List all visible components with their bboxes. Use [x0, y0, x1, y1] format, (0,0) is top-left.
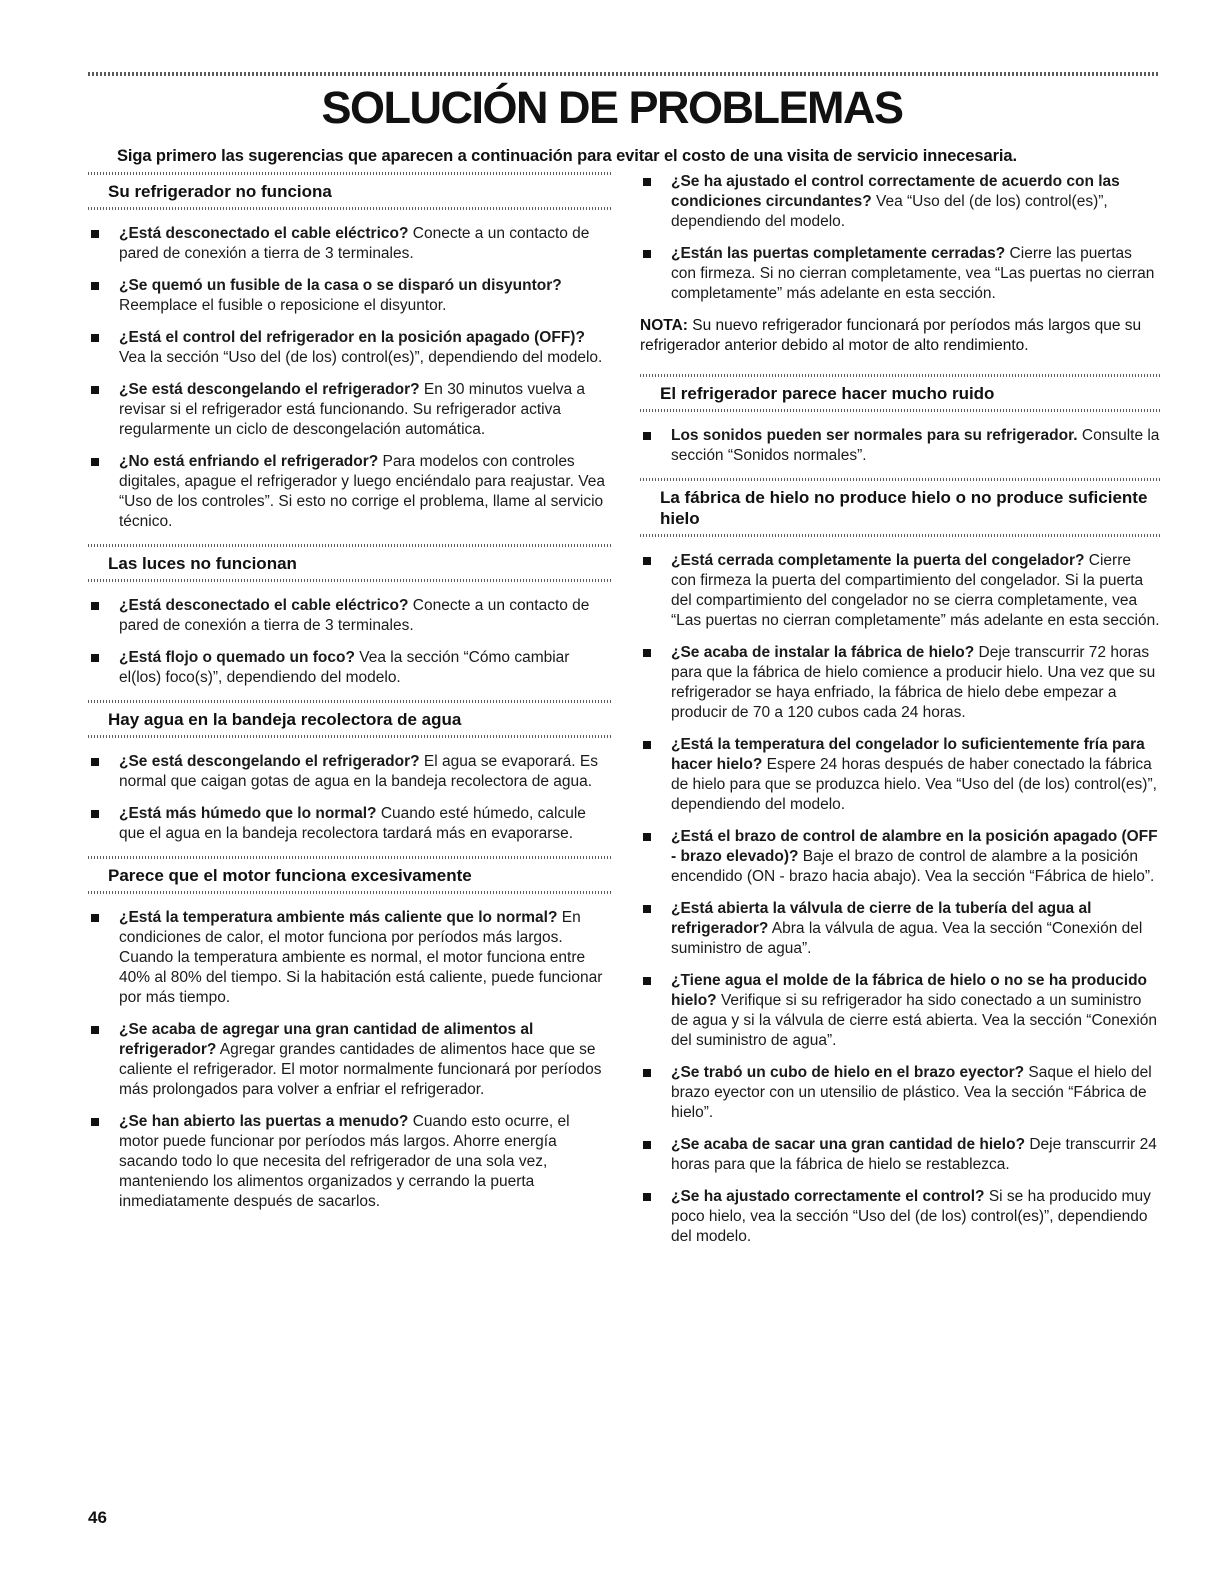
item-list	[88, 224, 612, 532]
list-item	[88, 648, 612, 688]
square-bullet-icon	[91, 282, 99, 290]
item-answer: Consulte la sección “Sonidos normales”.	[671, 427, 1160, 464]
item-list	[640, 551, 1160, 1247]
item-question: ¿Está más húmedo que lo normal?	[119, 805, 377, 822]
section-heading: Las luces no funcionan	[108, 554, 297, 573]
item-question: ¿Se acaba de agregar una gran cantidad de alimentos al refrigerador?	[119, 1021, 534, 1058]
section-ice-maker-not-producing	[640, 478, 1160, 1247]
section-rule	[88, 207, 612, 210]
list-item	[88, 908, 612, 1008]
list-item	[640, 735, 1160, 815]
item-question: ¿No está enfriando el refrigerador?	[119, 453, 379, 470]
square-bullet-icon	[91, 914, 99, 922]
section-rule	[88, 735, 612, 738]
item-question: ¿Está el control del refrigerador en la posición apagado (OFF)?	[119, 329, 585, 346]
item-answer: Cierre las puertas con firmeza. Si no cierran completamente, vea “Las puertas no cierran completamente” más adelante en esta sección.	[671, 245, 1155, 302]
list-item	[640, 1063, 1160, 1123]
top-dotted-rule	[88, 72, 1160, 76]
item-answer: Reemplace el fusible o reposicione el disyuntor.	[119, 297, 447, 314]
list-item	[640, 172, 1160, 232]
item-question: ¿Está desconectado el cable eléctrico?	[119, 597, 409, 614]
section-heading: Su refrigerador no funciona	[108, 182, 332, 201]
item-question: ¿Tiene agua el molde de la fábrica de hielo o no se ha producido hielo?	[671, 972, 1148, 1009]
item-question: ¿Se acaba de sacar una gran cantidad de hielo?	[671, 1136, 1026, 1153]
list-item	[88, 804, 612, 844]
item-question: ¿Están las puertas completamente cerradas?	[671, 245, 1006, 262]
page-title: SOLUCIÓN DE PROBLEMAS	[321, 82, 903, 133]
list-item	[88, 380, 612, 440]
section-heading: Hay agua en la bandeja recolectora de agua	[108, 710, 462, 729]
list-item	[88, 276, 612, 316]
section-rule	[88, 700, 612, 703]
item-answer: Cuando esto ocurre, el motor puede funcionar por períodos más largos. Ahorre energía sacando todo lo que necesita del refrigerador de una sola vez, manteniendo los alimentos organizados y cerrando la puerta inmediatamente después de sacarlos.	[119, 1113, 570, 1210]
item-question: ¿Se quemó un fusible de la casa o se disparó un disyuntor?	[119, 277, 562, 294]
list-item	[88, 224, 612, 264]
item-answer: El agua se evaporará. Es normal que caigan gotas de agua en la bandeja recolectora de agua.	[119, 753, 598, 790]
square-bullet-icon	[643, 1193, 651, 1201]
section-rule	[88, 544, 612, 547]
item-answer: Abra la válvula de agua. Vea la sección “Conexión del suministro de agua”.	[671, 920, 1143, 957]
section-water-in-drip-pan	[88, 700, 612, 844]
item-question: ¿Se han abierto las puertas a menudo?	[119, 1113, 409, 1130]
square-bullet-icon	[643, 178, 651, 186]
item-list	[88, 752, 612, 844]
item-list	[88, 908, 612, 1212]
list-item	[88, 596, 612, 636]
list-item	[640, 827, 1160, 887]
section-rule	[640, 374, 1160, 377]
square-bullet-icon	[643, 557, 651, 565]
item-question: ¿Está el brazo de control de alambre en la posición apagado (OFF - brazo elevado)?	[671, 828, 1158, 865]
item-question: ¿Se ha ajustado el control correctamente de acuerdo con las condiciones circundantes?	[671, 173, 1120, 210]
square-bullet-icon	[643, 1141, 651, 1149]
square-bullet-icon	[91, 230, 99, 238]
page-number: 46	[88, 1508, 107, 1527]
item-question: ¿Está cerrada completamente la puerta del congelador?	[671, 552, 1085, 569]
item-answer: Deje transcurrir 24 horas para que la fábrica de hielo se restablezca.	[671, 1136, 1157, 1173]
list-item	[88, 752, 612, 792]
section-rule	[640, 534, 1160, 537]
item-question: ¿Se acaba de instalar la fábrica de hielo?	[671, 644, 975, 661]
item-answer: Para modelos con controles digitales, apague el refrigerador y luego enciéndalo para reajustar. Vea “Uso de los controles”. Si esto no corrige el problema, llame al servicio técnico.	[119, 453, 605, 530]
square-bullet-icon	[643, 1069, 651, 1077]
square-bullet-icon	[91, 458, 99, 466]
list-item	[88, 1020, 612, 1100]
list-item	[88, 452, 612, 532]
list-item	[640, 551, 1160, 631]
list-item	[88, 328, 612, 368]
list-item	[640, 1135, 1160, 1175]
note-text: Su nuevo refrigerador funcionará por períodos más largos que su refrigerador anterior debido al motor de alto rendimiento.	[640, 317, 1142, 354]
item-question: ¿Se está descongelando el refrigerador?	[119, 753, 420, 770]
item-answer: Baje el brazo de control de alambre a la posición encendido (ON - brazo hacia abajo). Vea la sección “Fábrica de hielo”.	[671, 848, 1155, 885]
square-bullet-icon	[91, 654, 99, 662]
item-answer: Cierre con firmeza la puerta del compartimiento del congelador. Si la puerta del compartimiento del congelador no se cierra completamente, vea “Las puertas no cierran completamente” más adelante en esta sección.	[671, 552, 1160, 629]
item-question: Los sonidos pueden ser normales para su refrigerador.	[671, 427, 1078, 444]
section-rule	[88, 856, 612, 859]
section-rule	[88, 891, 612, 894]
square-bullet-icon	[643, 977, 651, 985]
item-answer: Cuando esté húmedo, calcule que el agua en la bandeja recolectora tardará más en evaporarse.	[119, 805, 586, 842]
item-answer: Conecte a un contacto de pared de conexión a tierra de 3 terminales.	[119, 597, 590, 634]
item-answer: En 30 minutos vuelva a revisar si el refrigerador está funcionando. Su refrigerador activa regularmente un ciclo de descongelación automática.	[119, 381, 586, 438]
square-bullet-icon	[643, 432, 651, 440]
item-question: ¿Está la temperatura del congelador lo suficientemente fría para hacer hielo?	[671, 736, 1145, 773]
section-heading: El refrigerador parece hacer mucho ruido	[660, 384, 995, 403]
note-paragraph	[640, 316, 1160, 356]
square-bullet-icon	[643, 833, 651, 841]
item-question: ¿Se ha ajustado correctamente el control?	[671, 1188, 985, 1205]
square-bullet-icon	[91, 1118, 99, 1126]
item-answer: Conecte a un contacto de pared de conexión a tierra de 3 terminales.	[119, 225, 590, 262]
item-answer: Deje transcurrir 72 horas para que la fábrica de hielo comience a producir hielo. Una vez que su refrigerador se haya enfriado, la fábrica de hielo debe empezar a producir de 70 a 120 cubos cada 24 horas.	[671, 644, 1156, 721]
item-question: ¿Se trabó un cubo de hielo en el brazo eyector?	[671, 1064, 1025, 1081]
list-item	[640, 899, 1160, 959]
item-answer: Espere 24 horas después de haber conectado la fábrica de hielo para que se produzca hielo. Vea “Uso del (de los) control(es)”, dependiendo del modelo.	[671, 756, 1157, 813]
list-item	[640, 643, 1160, 723]
section-heading: Parece que el motor funciona excesivamente	[108, 866, 472, 885]
item-list	[640, 426, 1160, 466]
item-question: ¿Está desconectado el cable eléctrico?	[119, 225, 409, 242]
list-item	[640, 1187, 1160, 1247]
section-lights-not-working	[88, 544, 612, 688]
square-bullet-icon	[91, 386, 99, 394]
left-column	[88, 172, 612, 1224]
item-answer: Vea “Uso del (de los) control(es)”, dependiendo del modelo.	[671, 193, 1108, 230]
square-bullet-icon	[91, 602, 99, 610]
item-question: ¿Está la temperatura ambiente más caliente que lo normal?	[119, 909, 558, 926]
square-bullet-icon	[91, 1026, 99, 1034]
item-answer: Agregar grandes cantidades de alimentos hace que se caliente el refrigerador. El motor normalmente funcionará por períodos más prolongados para volver a enfriar el refrigerador.	[119, 1041, 602, 1098]
section-rule	[640, 409, 1160, 412]
section-rule	[640, 478, 1160, 481]
item-answer: En condiciones de calor, el motor funciona por períodos más largos. Cuando la temperatura ambiente es normal, el motor funciona entre 40% al 80% del tiempo. Si la habitación está caliente, puede funcionar por más tiempo.	[119, 909, 603, 1006]
item-question: ¿Está abierta la válvula de cierre de la tubería del agua al refrigerador?	[671, 900, 1092, 937]
square-bullet-icon	[91, 810, 99, 818]
section-rule	[88, 172, 612, 175]
section-refrigerator-not-working	[88, 172, 612, 532]
section-refrigerator-noisy	[640, 374, 1160, 466]
item-answer: Verifique si su refrigerador ha sido conectado a un suministro de agua y si la válvula de cierre está abierta. Vea la sección “Conexión del suministro de agua”.	[671, 992, 1157, 1049]
item-question: ¿Se está descongelando el refrigerador?	[119, 381, 420, 398]
list-item	[640, 971, 1160, 1051]
section-motor-runs-too-much	[88, 856, 612, 1212]
list-item	[640, 426, 1160, 466]
item-list	[640, 172, 1160, 304]
section-heading: La fábrica de hielo no produce hielo o no produce suficiente hielo	[660, 488, 1148, 528]
right-column	[640, 172, 1160, 1259]
item-answer: Vea la sección “Uso del (de los) control(es)”, dependiendo del modelo.	[119, 349, 603, 366]
item-question: ¿Está flojo o quemado un foco?	[119, 649, 355, 666]
square-bullet-icon	[643, 741, 651, 749]
square-bullet-icon	[643, 250, 651, 258]
square-bullet-icon	[91, 758, 99, 766]
item-list	[88, 596, 612, 688]
list-item	[640, 244, 1160, 304]
square-bullet-icon	[643, 649, 651, 657]
intro-text: Siga primero las sugerencias que aparecen a continuación para evitar el costo de una visita de servicio innecesaria.	[117, 147, 1017, 165]
item-answer: Si se ha producido muy poco hielo, vea la sección “Uso del (de los) control(es)”, dependiendo del modelo.	[671, 1188, 1151, 1245]
item-answer: Saque el hielo del brazo eyector con un utensilio de plástico. Vea la sección “Fábrica de hielo”.	[671, 1064, 1152, 1121]
note-label: NOTA:	[640, 317, 688, 334]
list-item	[88, 1112, 612, 1212]
item-answer: Vea la sección “Cómo cambiar el(los) foco(s)”, dependiendo del modelo.	[119, 649, 570, 686]
square-bullet-icon	[643, 905, 651, 913]
section-rule	[88, 579, 612, 582]
square-bullet-icon	[91, 334, 99, 342]
